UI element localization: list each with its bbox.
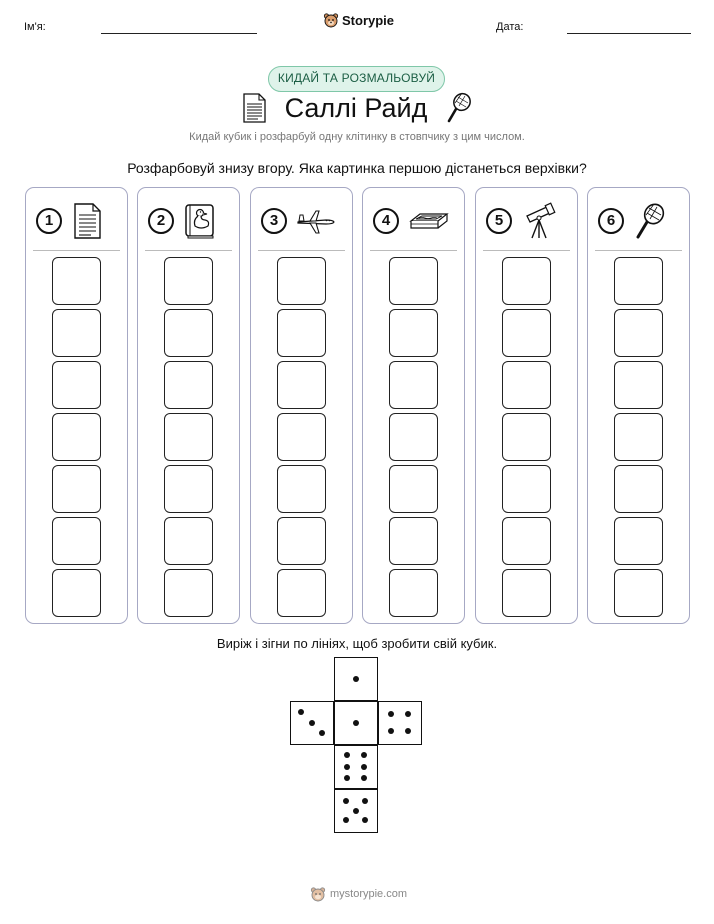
coloring-cell[interactable] xyxy=(389,361,438,409)
column-2 xyxy=(137,187,240,624)
coloring-cell[interactable] xyxy=(389,413,438,461)
coloring-cell[interactable] xyxy=(614,309,663,357)
coloring-cell[interactable] xyxy=(52,257,101,305)
brand-name: Storypie xyxy=(342,12,395,28)
column-number: 4 xyxy=(373,208,399,234)
die-pip xyxy=(343,798,349,804)
die-pip xyxy=(362,798,368,804)
column-header xyxy=(486,202,557,240)
die-pip xyxy=(388,728,394,734)
die-pip xyxy=(405,728,411,734)
page-title: Саллі Райд xyxy=(284,92,428,123)
coloring-cell[interactable] xyxy=(164,257,213,305)
die-pip xyxy=(309,720,315,726)
storypie-logo xyxy=(323,12,394,28)
column-header xyxy=(598,202,667,240)
coloring-cell[interactable] xyxy=(52,465,101,513)
duck-book-icon xyxy=(183,202,217,240)
coloring-cell[interactable] xyxy=(389,517,438,565)
coloring-cell[interactable] xyxy=(502,465,551,513)
coloring-cell[interactable] xyxy=(502,517,551,565)
tennis-racket-icon xyxy=(445,92,473,124)
instruction: Розфарбовуй знизу вгору. Яка картинка першою дістанеться верхівки? xyxy=(127,160,587,176)
coloring-cell[interactable] xyxy=(614,361,663,409)
column-5 xyxy=(475,187,578,624)
column-divider xyxy=(145,250,232,251)
coloring-cell[interactable] xyxy=(164,517,213,565)
coloring-cell[interactable] xyxy=(277,257,326,305)
die-pip xyxy=(298,709,304,715)
footer xyxy=(310,886,407,902)
bear-icon xyxy=(310,886,326,902)
die-pip xyxy=(388,711,394,717)
tennis-racket-icon xyxy=(633,202,667,240)
coloring-cell[interactable] xyxy=(52,517,101,565)
column-divider xyxy=(370,250,457,251)
bear-icon xyxy=(323,12,339,28)
die-face-center xyxy=(334,701,378,745)
column-divider xyxy=(33,250,120,251)
coloring-cell[interactable] xyxy=(389,257,438,305)
subtitle: Кидай кубик і розфарбуй одну клітинку в стовпчику з цим числом. xyxy=(189,131,525,143)
coloring-cell[interactable] xyxy=(164,361,213,409)
telescope-icon xyxy=(521,202,557,240)
coloring-cell[interactable] xyxy=(502,361,551,409)
coloring-cell[interactable] xyxy=(502,309,551,357)
column-number: 3 xyxy=(261,208,287,234)
date-line[interactable] xyxy=(567,33,691,34)
coloring-cell[interactable] xyxy=(502,413,551,461)
jet-plane-icon xyxy=(296,202,336,240)
footer-url: mystorypie.com xyxy=(330,888,408,900)
coloring-cell[interactable] xyxy=(502,569,551,617)
column-6 xyxy=(587,187,690,624)
document-icon xyxy=(71,202,103,240)
coloring-cell[interactable] xyxy=(277,517,326,565)
column-divider xyxy=(595,250,682,251)
coloring-cell[interactable] xyxy=(52,413,101,461)
coloring-cell[interactable] xyxy=(389,309,438,357)
coloring-cell[interactable] xyxy=(614,465,663,513)
column-number: 1 xyxy=(36,208,62,234)
die-face-lower xyxy=(334,745,378,789)
die-pip xyxy=(319,730,325,736)
die-pip xyxy=(344,764,350,770)
column-number: 2 xyxy=(148,208,174,234)
coloring-cell[interactable] xyxy=(164,309,213,357)
coloring-cell[interactable] xyxy=(164,569,213,617)
pool-icon xyxy=(408,202,450,240)
column-header xyxy=(148,202,217,240)
column-4 xyxy=(362,187,465,624)
title-row xyxy=(0,92,714,124)
activity-badge: КИДАЙ ТА РОЗМАЛЬОВУЙ xyxy=(268,66,445,92)
die-face-left xyxy=(290,701,334,745)
coloring-cell[interactable] xyxy=(277,361,326,409)
coloring-cell[interactable] xyxy=(502,257,551,305)
name-line[interactable] xyxy=(101,33,257,34)
die-pip xyxy=(361,752,367,758)
coloring-cell[interactable] xyxy=(277,465,326,513)
die-pip xyxy=(344,752,350,758)
die-face-bottom xyxy=(334,789,378,833)
column-header xyxy=(261,202,336,240)
die-pip xyxy=(361,775,367,781)
die-pip xyxy=(361,764,367,770)
die-pip xyxy=(344,775,350,781)
die-pip xyxy=(405,711,411,717)
coloring-cell[interactable] xyxy=(614,569,663,617)
coloring-cell[interactable] xyxy=(52,361,101,409)
document-icon xyxy=(241,92,267,124)
die-pip xyxy=(353,808,359,814)
coloring-cell[interactable] xyxy=(52,569,101,617)
coloring-cell[interactable] xyxy=(389,569,438,617)
coloring-cell[interactable] xyxy=(277,569,326,617)
column-divider xyxy=(483,250,570,251)
die-face-top xyxy=(334,657,378,701)
die-pip xyxy=(353,676,359,682)
cut-instruction: Виріж і зігни по лініях, щоб зробити свій кубик. xyxy=(216,636,498,651)
coloring-cell[interactable] xyxy=(614,413,663,461)
column-header xyxy=(36,202,103,240)
coloring-cell[interactable] xyxy=(277,309,326,357)
column-1 xyxy=(25,187,128,624)
column-divider xyxy=(258,250,345,251)
coloring-cell[interactable] xyxy=(52,309,101,357)
coloring-cell[interactable] xyxy=(389,465,438,513)
coloring-cell[interactable] xyxy=(164,413,213,461)
coloring-cell[interactable] xyxy=(614,257,663,305)
column-3 xyxy=(250,187,353,624)
column-header xyxy=(373,202,450,240)
name-label: Ім'я: xyxy=(24,21,46,33)
coloring-cell[interactable] xyxy=(614,517,663,565)
column-number: 6 xyxy=(598,208,624,234)
die-pip xyxy=(362,817,368,823)
coloring-cell[interactable] xyxy=(277,413,326,461)
coloring-cell[interactable] xyxy=(164,465,213,513)
die-pip xyxy=(353,720,359,726)
column-number: 5 xyxy=(486,208,512,234)
die-face-right xyxy=(378,701,422,745)
date-label: Дата: xyxy=(496,21,524,33)
die-pip xyxy=(343,817,349,823)
